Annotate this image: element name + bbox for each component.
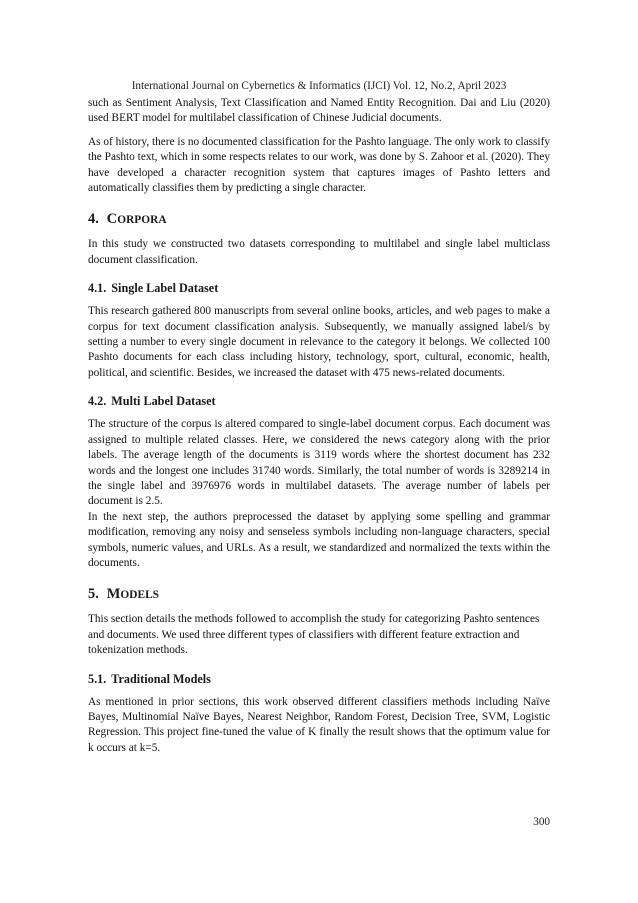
subsection-title: Traditional Models xyxy=(111,671,211,686)
subsection-heading-multi-label xyxy=(88,393,550,409)
subsection-number: 4.1. xyxy=(88,281,107,296)
multi-label-paragraph-2: In the next step, the authors preprocessed the dataset by applying some spelling and grammar modification, removing any noisy and senseless symbols including non-language characters, special symbols, numeric values, and URLs. As a result, we standardized and normalized the texts within the documents. xyxy=(88,510,550,569)
subsection-number: 5.1. xyxy=(88,671,107,686)
subsection-heading-single-label xyxy=(88,280,550,296)
subsection-title: Multi Label Dataset xyxy=(111,394,216,409)
section-number: 4. xyxy=(88,211,99,228)
section-title-rest: ORPORA xyxy=(117,214,167,227)
section-title-rest: ODELS xyxy=(120,589,160,602)
corpora-intro-paragraph: In this study we constructed two datasets corresponding to multilabel and single label multiclass document classification. xyxy=(88,238,550,266)
section-heading-corpora xyxy=(88,210,550,229)
section-heading-models xyxy=(88,585,550,604)
page-body xyxy=(88,96,550,756)
subsection-number: 4.2. xyxy=(88,394,107,409)
subsection-title: Single Label Dataset xyxy=(111,281,219,296)
models-intro-paragraph: This section details the methods followed to accomplish the study for categorizing Pashto sentences and documents. We used three different types of classifiers with different feature extraction and tokenization methods. xyxy=(88,613,540,657)
multi-label-paragraph-1: The structure of the corpus is altered compared to single-label document corpus. Each document was assigned to multiple related classes. Here, we considered the news category along with the prior labels. The average length of the documents is 3119 words where the shortest document has 232 words and the longest one includes 31740 words. Similarly, the total number of words is 3289214 in the single label and 3976976 words in multilabel datasets. The average number of labels per document is 2.5. xyxy=(88,418,550,508)
traditional-models-paragraph: As mentioned in prior sections, this work observed different classifiers methods including Naïve Bayes, Multinomial Naïve Bayes, Nearest Neighbor, Random Forest, Decision Tree, SVM, Logistic Regression. This project fine-tuned the value of K finally the result shows that the optimum value for k occurs at k=5. xyxy=(88,695,550,754)
running-header: International Journal on Cybernetics & Informatics (IJCI) Vol. 12, No.2, April 2023 xyxy=(131,80,507,92)
section-title-initial: M xyxy=(106,586,121,603)
subsection-heading-traditional-models xyxy=(88,671,550,687)
section-number: 5. xyxy=(88,586,99,603)
page-number: 300 xyxy=(533,816,550,828)
history-paragraph: As of history, there is no documented classification for the Pashto language. The only work to classify the Pashto text, which in some respects relates to our work, was done by S. Zahoor et al. (2020). They have developed a character recognition system that captures images of Pashto letters and automatically classifies them by predicting a single character. xyxy=(88,135,550,195)
section-title-initial: C xyxy=(106,211,118,228)
single-label-paragraph: This research gathered 800 manuscripts from several online books, articles, and web pages to make a corpus for text document classification analysis. Subsequently, we manually assigned label/s by setting a number to every single document in relevance to the category it belongs. We collected 100 Pashto documents for each class including history, technology, sport, cultural, economic, health, political, and scientific. Besides, we increased the dataset with 475 news-related documents. xyxy=(88,305,550,379)
intro-continuation-paragraph: such as Sentiment Analysis, Text Classification and Named Entity Recognition. Dai and Liu (2020) used BERT model for multilabel classification of Chinese Judicial documents. xyxy=(88,97,550,125)
